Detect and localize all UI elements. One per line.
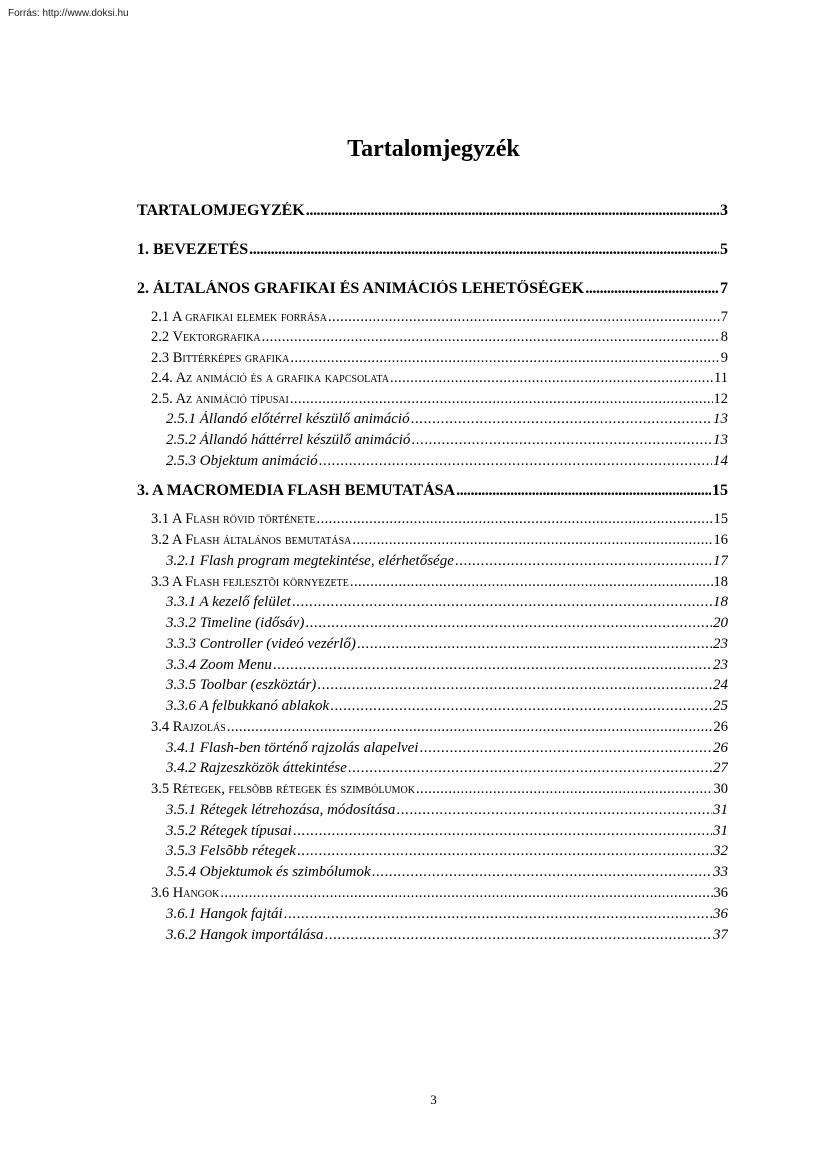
- toc-entry-level-3[interactable]: [166, 864, 728, 881]
- page-number: 3: [430, 1092, 437, 1107]
- toc-leader-dots: [348, 760, 712, 777]
- toc-entry-page: 9: [720, 350, 728, 366]
- toc-entry-level-3[interactable]: [166, 594, 728, 611]
- toc-entry-label: 3.2 A Flash általános bemutatása: [151, 532, 352, 548]
- toc-leader-dots: [292, 594, 712, 611]
- toc-entry-label: 3.4.1 Flash-ben történő rajzolás alapelvei: [166, 740, 419, 756]
- toc-leader-dots: [293, 823, 712, 840]
- toc-entry-page: 7: [720, 280, 728, 297]
- toc-leader-dots: [328, 309, 720, 326]
- toc-entry-level-2[interactable]: [151, 391, 728, 408]
- toc-entry-level-2[interactable]: [151, 781, 728, 798]
- toc-entry-label: 3.4.2 Rajzeszközök áttekintése: [166, 760, 347, 776]
- toc-entry-page: 7: [720, 309, 728, 325]
- toc-entry-level-1[interactable]: [137, 280, 728, 298]
- toc-entry-page: 31: [713, 802, 728, 818]
- toc-leader-dots: [350, 574, 713, 591]
- toc-entry-level-2[interactable]: [151, 511, 728, 528]
- toc-entry-label: 3.3 A Flash fejlesztõi környezete: [151, 574, 349, 590]
- toc-entry-level-3[interactable]: [166, 802, 728, 819]
- toc-leader-dots: [262, 329, 720, 346]
- toc-entry-label: 2. ÁLTALÁNOS GRAFIKAI ÉS ANIMÁCIÓS LEHETŐSÉGEK: [137, 280, 585, 297]
- toc-leader-dots: [249, 241, 719, 259]
- toc-entry-page: 33: [713, 864, 728, 880]
- toc-entry-page: 18: [713, 574, 728, 590]
- toc-entry-level-3[interactable]: [166, 927, 728, 944]
- toc-entry-page: 12: [713, 391, 728, 407]
- toc-leader-dots: [227, 719, 713, 736]
- toc-entry-level-2[interactable]: [151, 309, 728, 326]
- toc-entry-label: 2.4. Az animáció és a grafika kapcsolata: [151, 370, 389, 386]
- toc-leader-dots: [306, 202, 719, 220]
- toc-entry-page: 26: [713, 719, 728, 735]
- toc-entry-level-2[interactable]: [151, 885, 728, 902]
- toc-entry-page: 16: [713, 532, 728, 548]
- toc-leader-dots: [290, 350, 719, 367]
- toc-entry-page: 32: [713, 843, 728, 859]
- toc-entry-page: 36: [713, 906, 728, 922]
- toc-entry-label: 3.5.3 Felsõbb rétegek: [166, 843, 296, 859]
- toc-leader-dots: [284, 906, 712, 923]
- toc-entry-label: 2.1 A grafikai elemek forrása: [151, 309, 327, 325]
- toc-entry-page: 31: [713, 823, 728, 839]
- toc-entry-label: 3.3.4 Zoom Menu: [166, 657, 272, 673]
- toc-entry-label: 3.6.2 Hangok importálása: [166, 927, 324, 943]
- toc-entry-level-2[interactable]: [151, 329, 728, 346]
- toc-entry-page: 15: [712, 482, 728, 499]
- toc-entry-level-2[interactable]: [151, 574, 728, 591]
- toc-entry-level-3[interactable]: [166, 740, 728, 757]
- toc-entry-page: 11: [714, 370, 728, 386]
- page-title: Tartalomjegyzék: [347, 136, 520, 162]
- toc-leader-dots: [357, 636, 712, 653]
- toc-entry-level-1[interactable]: [137, 241, 728, 259]
- toc-entry-label: 2.3 Bittérképes grafika: [151, 350, 290, 366]
- toc-entry-label: 3.3.3 Controller (videó vezérlő): [166, 636, 356, 652]
- toc-leader-dots: [352, 532, 712, 549]
- toc-entry-page: 15: [713, 511, 728, 527]
- toc-entry-label: 3.3.1 A kezelő felület: [166, 594, 291, 610]
- toc-entry-label: 3.5.2 Rétegek típusai: [166, 823, 292, 839]
- toc-entry-page: 13: [713, 432, 728, 448]
- toc-entry-level-2[interactable]: [151, 719, 728, 736]
- toc-entry-level-3[interactable]: [166, 906, 728, 923]
- toc-leader-dots: [317, 511, 713, 528]
- toc-leader-dots: [305, 615, 712, 632]
- toc-entry-level-2[interactable]: [151, 532, 728, 549]
- toc-leader-dots: [419, 740, 712, 757]
- toc-entry-level-2[interactable]: [151, 370, 728, 387]
- toc-entry-page: 8: [720, 329, 728, 345]
- toc-entry-page: 25: [713, 698, 728, 714]
- toc-entry-label: 3.5.1 Rétegek létrehozása, módosítása: [166, 802, 396, 818]
- toc-entry-level-3[interactable]: [166, 760, 728, 777]
- toc-entry-level-3[interactable]: [166, 823, 728, 840]
- toc-entry-level-3[interactable]: [166, 677, 728, 694]
- toc-entry-level-3[interactable]: [166, 411, 728, 428]
- toc-entry-label: 1. BEVEZETÉS: [137, 241, 249, 258]
- toc-entry-level-1[interactable]: [137, 202, 728, 220]
- toc-entry-page: 20: [713, 615, 728, 631]
- toc-entry-label: 2.2 Vektorgrafika: [151, 329, 261, 345]
- toc-entry-label: 3.3.2 Timeline (idősáv): [166, 615, 305, 631]
- toc-leader-dots: [456, 482, 711, 500]
- toc-entry-level-3[interactable]: [166, 636, 728, 653]
- toc-leader-dots: [372, 864, 712, 881]
- toc-entry-label: 3.5 Rétegek, felsõbb rétegek és szimbólumok: [151, 781, 415, 797]
- toc-entry-level-3[interactable]: [166, 553, 728, 570]
- toc-entry-label: TARTALOMJEGYZÉK: [137, 202, 305, 219]
- toc-entry-page: 23: [713, 657, 728, 673]
- toc-leader-dots: [396, 802, 712, 819]
- toc-entry-level-3[interactable]: [166, 432, 728, 449]
- toc-entry-page: 13: [713, 411, 728, 427]
- toc-entry-label: 3.3.5 Toolbar (eszköztár): [166, 677, 317, 693]
- toc-entry-page: 24: [713, 677, 728, 693]
- toc-leader-dots: [416, 781, 713, 798]
- toc-entry-page: 30: [713, 781, 728, 797]
- toc-leader-dots: [325, 927, 713, 944]
- toc-leader-dots: [220, 885, 712, 902]
- toc-entry-label: 2.5.2 Állandó háttérrel készülő animáció: [166, 432, 411, 448]
- toc-entry-page: 36: [713, 885, 728, 901]
- source-line: Forrás: http://www.doksi.hu: [8, 8, 129, 19]
- toc-entry-page: 26: [713, 740, 728, 756]
- toc-leader-dots: [455, 553, 712, 570]
- toc-entry-label: 3.3.6 A felbukkanó ablakok: [166, 698, 330, 714]
- toc-leader-dots: [290, 391, 713, 408]
- toc-entry-label: 2.5.1 Állandó előtérrel készülő animáció: [166, 411, 410, 427]
- toc-entry-label: 3.5.4 Objektumok és szimbólumok: [166, 864, 371, 880]
- toc-entry-label: 3.6.1 Hangok fajtái: [166, 906, 283, 922]
- toc-leader-dots: [411, 411, 712, 428]
- toc-leader-dots: [411, 432, 712, 449]
- toc-entry-page: 27: [713, 760, 728, 776]
- toc-leader-dots: [273, 657, 712, 674]
- toc-entry-page: 3: [720, 202, 728, 219]
- toc-entry-level-3[interactable]: [166, 657, 728, 674]
- toc-entry-level-3[interactable]: [166, 453, 728, 470]
- toc-leader-dots: [317, 677, 712, 694]
- toc-entry-page: 37: [713, 927, 728, 943]
- toc-leader-dots: [390, 370, 713, 387]
- toc-leader-dots: [297, 843, 712, 860]
- toc-entry-level-3[interactable]: [166, 843, 728, 860]
- toc-entry-page: 17: [713, 553, 728, 569]
- toc-entry-label: 2.5.3 Objektum animáció: [166, 453, 318, 469]
- toc-entry-page: 23: [713, 636, 728, 652]
- toc-leader-dots: [330, 698, 712, 715]
- toc-entry-label: 3.6 Hangok: [151, 885, 220, 901]
- toc-entry-level-3[interactable]: [166, 698, 728, 715]
- toc-leader-dots: [319, 453, 712, 470]
- toc-entry-level-2[interactable]: [151, 350, 728, 367]
- toc-entry-level-1[interactable]: [137, 482, 728, 500]
- toc-entry-label: 2.5. Az animáció típusai: [151, 391, 289, 407]
- toc-leader-dots: [585, 280, 719, 298]
- toc-entry-label: 3.2.1 Flash program megtekintése, elérhetősége: [166, 553, 454, 569]
- toc-entry-level-3[interactable]: [166, 615, 728, 632]
- toc-entry-label: 3. A MACROMEDIA FLASH BEMUTATÁSA: [137, 482, 456, 499]
- toc-entry-label: 3.4 Rajzolás: [151, 719, 226, 735]
- toc-entry-page: 14: [713, 453, 728, 469]
- toc-entry-page: 5: [720, 241, 728, 258]
- toc-entry-page: 18: [713, 594, 728, 610]
- toc-entry-label: 3.1 A Flash rövid története: [151, 511, 316, 527]
